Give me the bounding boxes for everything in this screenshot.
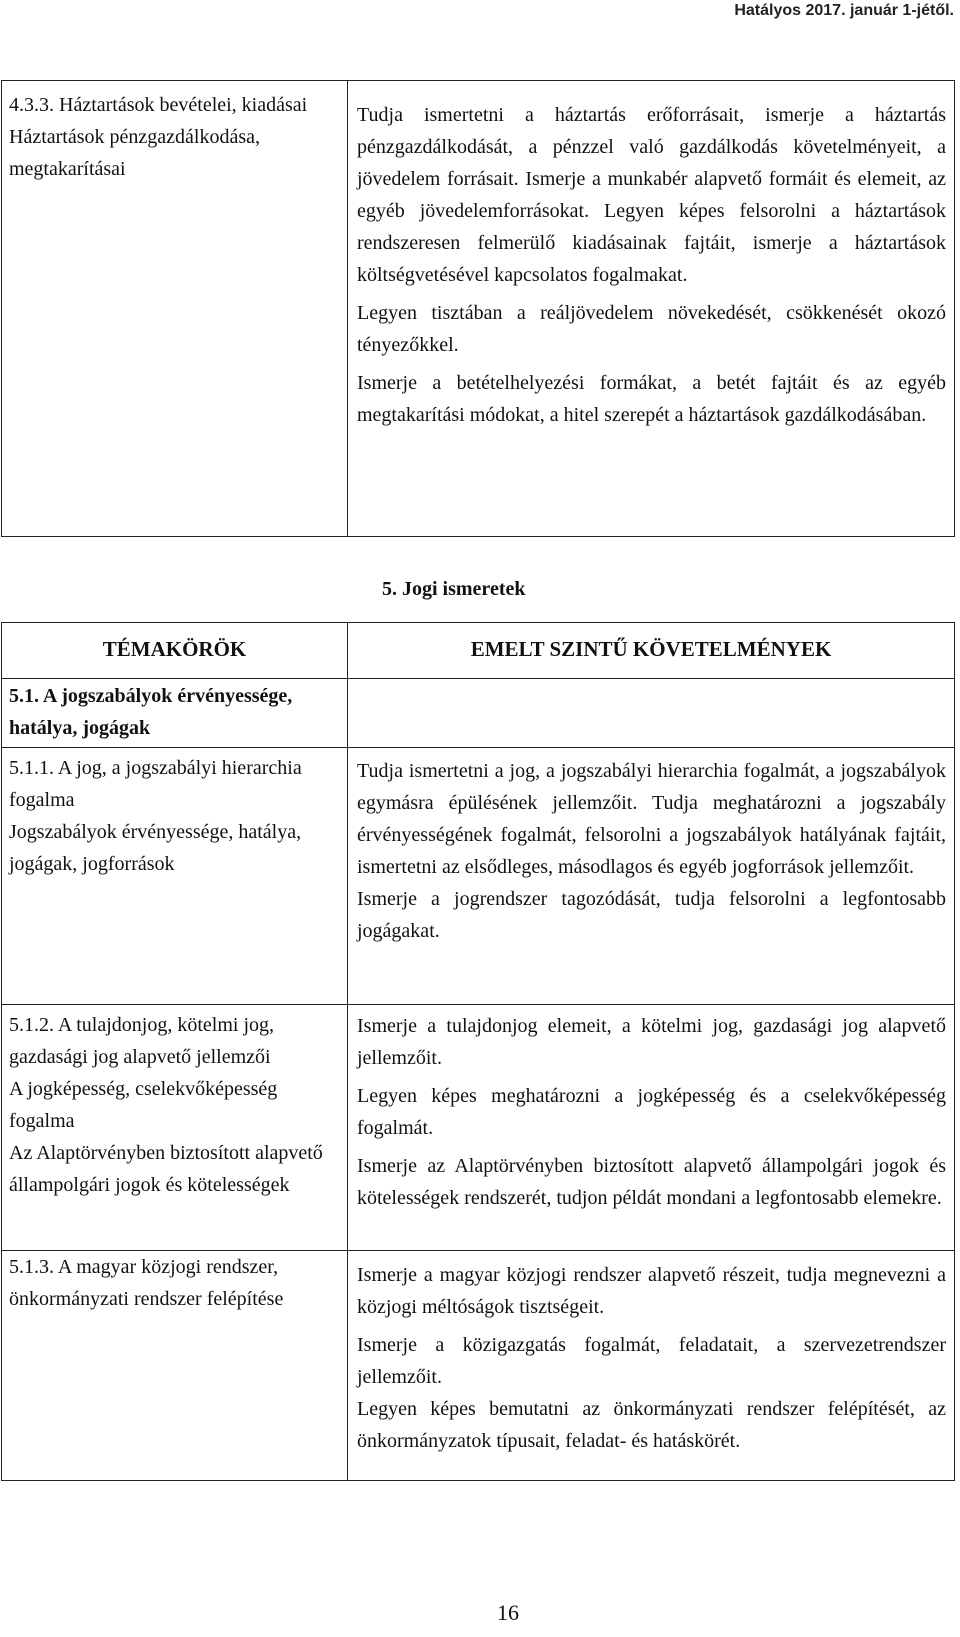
requirement-paragraph: Tudja ismertetni a háztartás erőforrásait, ismerje a háztartás pénzgazdálkodását, a pénzzel való gazdálkodás követelményeit, a jövedelem forrásait. Ismerje a munkabér alapvető formáit és elemeit, az egyéb jövedelemforrásokat. Legyen képes felsorolni a háztartások rendszeresen felmerülő kiadásainak fajtáit, ismerje a háztartások költségvetésével kapcsolatos fogalmakat. (357, 104, 946, 286)
household-finance-table (1, 80, 955, 537)
topic-cell-5-1-3: 5.1.3. A magyar közjogi rendszer, önkormányzati rendszer felépítése (2, 1251, 348, 1481)
requirements-cell (348, 81, 955, 537)
validity-header: Hatályos 2017. január 1-jétől. (734, 2, 954, 19)
page-number: 16 (497, 1600, 519, 1625)
group-title-empty-cell (348, 679, 955, 748)
topic-cell (2, 81, 348, 537)
requirement-paragraph: Legyen képes meghatározni a jogképesség és a cselekvőképesség fogalmát. (357, 1085, 946, 1139)
requirement-paragraph: Ismerje a tulajdonjog elemeit, a kötelmi jog, gazdasági jog alapvető jellemzőit. (357, 1015, 946, 1069)
topic-cell-5-1-1: 5.1.1. A jog, a jogszabályi hierarchia fogalma Jogszabályok érvényessége, hatálya, jogágak, jogforrások (2, 748, 348, 1005)
requirement-paragraph: Ismerje az Alaptörvényben biztosított alapvető állampolgári jogok és kötelességek rendszerét, tudjon példát mondani a legfontosabb elemekre. (357, 1155, 946, 1209)
legal-knowledge-table (1, 622, 955, 1481)
requirements-cell-5-1-3 (348, 1251, 955, 1481)
requirement-paragraph: Ismerje a betételhelyezési formákat, a betét fajtáit és az egyéb megtakarítási módokat, a hitel szerepét a háztartások gazdálkodásában. (357, 372, 946, 426)
requirements-cell-5-1-2 (348, 1005, 955, 1251)
section-title: 5. Jogi ismeretek (382, 578, 526, 600)
topic-title: 4.3.3. Háztartások bevételei, kiadásai (9, 94, 308, 116)
requirement-paragraph: Ismerje a magyar közjogi rendszer alapvető részeit, tudja megnevezni a közjogi méltóságok tisztségeit. (357, 1264, 946, 1318)
column-header-requirements: EMELT SZINTŰ KÖVETELMÉNYEK (348, 623, 955, 679)
topic-cell-5-1-2: 5.1.2. A tulajdonjog, kötelmi jog, gazdasági jog alapvető jellemzői A jogképesség, cselekvőképesség fogalma Az Alaptörvényben biztosított alapvető állampolgári jogok és kötelességek (2, 1005, 348, 1251)
requirement-paragraph: Ismerje a közigazgatás fogalmát, feladatait, a szervezetrendszer jellemzőit. Legyen képes bemutatni az önkormányzati rendszer felépítését, az önkormányzatok típusait, feladat- és hatáskörét. (357, 1334, 946, 1452)
column-header-topics: TÉMAKÖRÖK (2, 623, 348, 679)
requirement-paragraph: Legyen tisztában a reáljövedelem növekedését, csökkenését okozó tényezőkkel. (357, 302, 946, 356)
topic-subtitle: Háztartások pénzgazdálkodása, megtakarításai (9, 126, 260, 180)
group-title-cell: 5.1. A jogszabályok érvényessége, hatálya, jogágak (2, 679, 348, 748)
requirements-cell-5-1-1: Tudja ismertetni a jog, a jogszabályi hierarchia fogalmát, a jogszabályok egymásra épülésének jellemzőit. Tudja meghatározni a jogszabály érvényességének fogalmát, felsorolni a jogszabályok hatályának fajtáit, ismertetni az elsődleges, másodlagos és egyéb jogforrások jellemzőit. Ismerje a jogrendszer tagozódását, tudja felsorolni a legfontosabb jogágakat. (348, 748, 955, 1005)
